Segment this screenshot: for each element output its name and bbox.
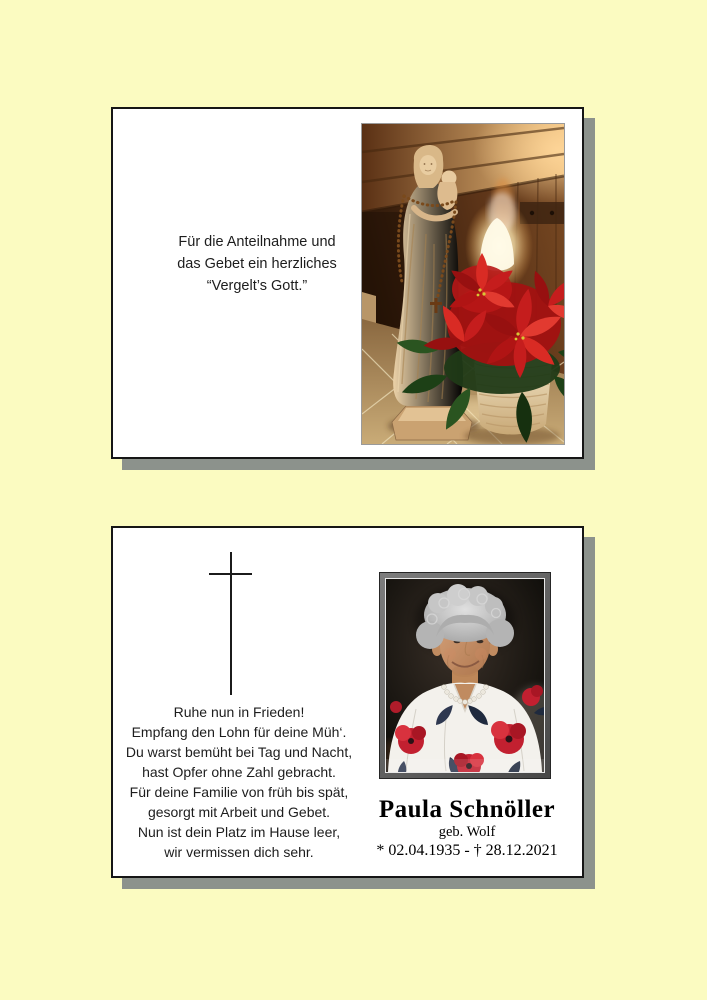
poem-line: Du warst bemüht bei Tag und Nacht, (125, 744, 353, 760)
thanks-text-block (129, 231, 385, 297)
thank-you-card-back (111, 107, 584, 459)
portrait-frame (379, 572, 551, 779)
memorial-poem (115, 702, 363, 862)
portrait-photo (386, 579, 544, 772)
poem-line: wir vermissen dich sehr. (164, 844, 314, 860)
thanks-line: das Gebet ein herzliches (177, 256, 337, 272)
poem-line: Nun ist dein Platz im Hause leer, (137, 824, 341, 840)
deceased-name: Paula Schnöller (378, 796, 556, 823)
poem-line: Empfang den Lohn für deine Müh‘. (131, 724, 347, 740)
poem-line: hast Opfer ohne Zahl gebracht. (142, 764, 336, 780)
maiden-name: geb. Wolf (438, 824, 496, 840)
deceased-info (357, 796, 577, 861)
cross-horizontal-bar (209, 573, 252, 575)
poem-line: Ruhe nun in Frieden! (173, 704, 305, 720)
life-dates: * 02.04.1935 - † 28.12.2021 (376, 842, 558, 859)
poem-line: Für deine Familie von früh bis spät, (129, 784, 349, 800)
poem-line: gesorgt mit Arbeit und Gebet. (147, 804, 331, 820)
thanks-line: “Vergelt’s Gott.” (206, 278, 308, 294)
madonna-statue-photo (361, 123, 565, 445)
thanks-line: Für die Anteilnahme und (178, 234, 336, 250)
memorial-card-front (111, 526, 584, 878)
cross-icon (203, 548, 263, 700)
